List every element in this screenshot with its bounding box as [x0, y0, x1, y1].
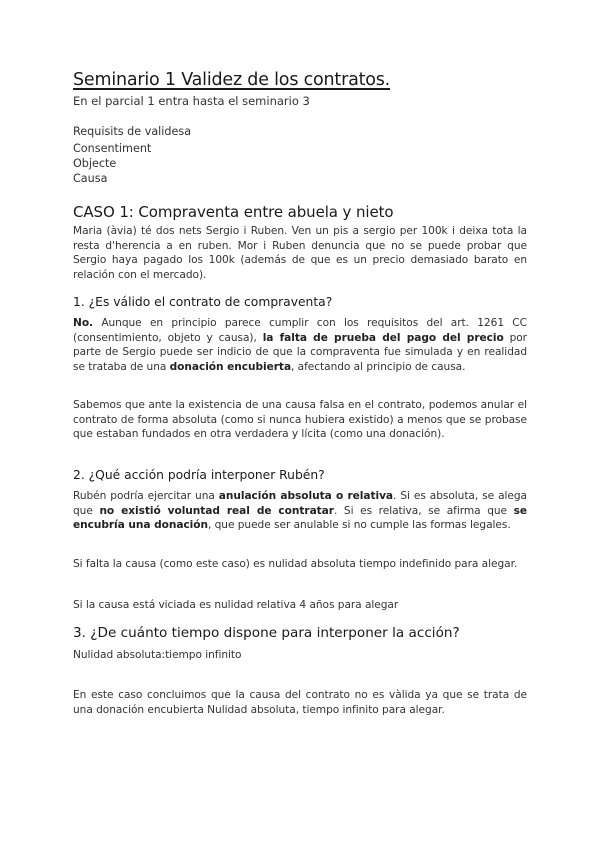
text-run: , afectando al principio de causa.: [291, 360, 466, 373]
text-run: , que puede ser anulable si no cumple las formas legales.: [207, 519, 511, 531]
requisits-list: [73, 141, 527, 186]
requisits-heading: Requisits de validesa: [73, 125, 192, 138]
text-run: Rubén podría ejercitar una: [73, 490, 219, 502]
list-item: Causa: [73, 172, 108, 185]
case-heading: CASO 1: Compraventa entre abuela y nieto: [73, 203, 394, 221]
bold-text: anulación absoluta o relativa: [218, 490, 394, 502]
conclusion-paragraph: En este caso concluimos que la causa del contrato no es vàlida ya que se trata de una donación encubierta Nulidad absoluta, tiempo infinito para alegar.: [73, 689, 527, 716]
bold-text: No.: [73, 317, 94, 329]
question-3-paragraph: Nulidad absoluta:tiempo infinito: [73, 649, 242, 661]
page-title: Seminario 1 Validez de los contratos.: [73, 70, 391, 90]
question-1-paragraph-1: [73, 316, 527, 374]
question-1-paragraph-2: Sabemos que ante la existencia de una causa falsa en el contrato, podemos anular el contrato de forma absoluta (como si nunca hubiera existido) a menos que se probase que estaban fundados en otra verdadera y lícita (como una donación).: [73, 399, 527, 440]
question-1-heading: 1. ¿Es válido el contrato de compraventa?: [73, 295, 333, 309]
bold-text: donación encubierta: [169, 360, 292, 373]
question-2-paragraph-3: Si la causa está viciada es nulidad relativa 4 años para alegar: [73, 599, 399, 611]
bold-text: no existió voluntad real de contratar: [99, 504, 334, 517]
bold-text: la falta de prueba del pago del precio: [262, 331, 504, 344]
list-item: Objecte: [73, 157, 117, 170]
case-intro-paragraph: Maria (àvia) té dos nets Sergio i Ruben. Ven un pis a sergio per 100k i deixa tota la resta d'herencia a en ruben. Mor i Ruben denuncia que no se puede probar que Sergio haya pagado los 100k (además de que es un precio demasiado barato en relación con el mercado).: [73, 225, 527, 281]
text-run: Aunque en principio parece cumplir con los requisitos del art. 1261 CC (consentimiento, objeto y causa),: [73, 317, 527, 344]
page-subtitle: En el parcial 1 entra hasta el seminario 3: [73, 94, 310, 108]
text-run: por parte de Sergio puede ser indicio de que la compraventa fue simulada y en realidad se trataba de una: [73, 331, 527, 373]
question-3-heading: 3. ¿De cuánto tiempo dispone para interponer la acción?: [73, 625, 460, 641]
list-item: Consentiment: [73, 142, 152, 155]
question-2-paragraph-2: Si falta la causa (como este caso) es nulidad absoluta tiempo indefinido para alegar.: [73, 558, 518, 570]
question-2-heading: 2. ¿Qué acción podría interponer Rubén?: [73, 468, 325, 482]
text-run: . Si es relativa, se afirma que: [333, 504, 514, 517]
text-run: . Si es absoluta, se alega que: [73, 490, 527, 517]
bold-text: se encubría una donación: [73, 504, 528, 531]
question-2-paragraph-1: [73, 489, 527, 533]
